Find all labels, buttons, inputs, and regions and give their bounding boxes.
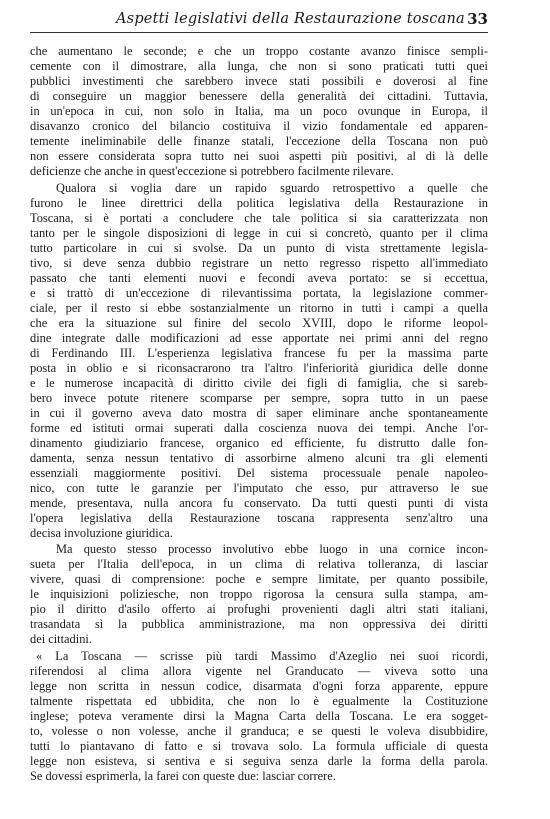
text-line: che aumentano le seconde; e che un troppo costante avanzo finisce sempli- [30, 44, 488, 58]
text-line: dine integrate dalle modificazioni ad esse apportate nei primi anni del regno [30, 330, 488, 345]
text-line: tanto per le singole disposizioni di legge in cui si concretò, quanto per il clima [30, 225, 488, 240]
text-line: to, volesse o non volesse, anche il granduca; e se questi le voleva disubbidire, [30, 723, 488, 738]
page-header [30, 8, 488, 30]
text-line: nico, con tutte le garanzie per l'imputato che esso, pur attraverso le sue [30, 480, 488, 495]
text-line: essenziali maggiormente positivi. Del sistema processuale penale napoleo- [30, 465, 488, 480]
page-number: 33 [467, 10, 488, 28]
text-line: mende, presentava, nulla ancora fu conservato. Da tutti questi punti di vista [30, 495, 488, 510]
text-line: l'opera legislativa della Restaurazione toscana rappresenta senz'altro una [30, 510, 488, 525]
text-line: Qualora si voglia dare un rapido sguardo retrospettivo a quelle che [56, 180, 488, 195]
text-line: furono le linee direttrici della politica legislativa della Restaurazione in [30, 195, 488, 210]
text-line: forme ed istituti ormai superati dalla coscienza nuova dei tempi. Anche l'or- [30, 420, 488, 435]
text-line: disavanzo cronico del bilancio costituiva il vizio fondamentale ed apparen- [30, 119, 488, 133]
text-line: temente ineliminabile delle finanze statali, l'eccezione della Toscana non può [30, 134, 488, 148]
text-line: Toscana, si è portati a concludere che tale politica si sia caratterizzata non [30, 210, 488, 225]
running-title: Aspetti legislativi della Restaurazione toscana [116, 11, 465, 27]
text-line: Ma questo stesso processo involutivo ebbe luogo in una cornice incon- [56, 542, 488, 556]
text-line: riferendosi al clima allora vigente nel Granducato — viveva sotto una [30, 663, 488, 678]
text-line: e le numerose incapacità di diritto civile dei figli di famiglia, che si sareb- [30, 375, 488, 390]
text-line: legge non esisteva, si sentiva e si seguiva senza darle la forma della parola. [30, 753, 488, 768]
text-line: sueta per l'Italia dell'epoca, in un clima di relativa tolleranza, di lasciar [30, 557, 488, 571]
text-line: « La Toscana — scrisse più tardi Massimo d'Azeglio nei suoi ricordi, [36, 648, 488, 663]
text-line: di conseguire un maggior benessere della generalità dei cittadini. Tuttavia, [30, 89, 488, 103]
body-text [30, 44, 488, 785]
text-line: dinamento giudiziario francese, organico ed efficiente, fu distrutto dalle fon- [30, 435, 488, 450]
text-line: tivo, si deve senza dubbio registrare un netto regresso rispetto all'immediato [30, 255, 488, 270]
text-line: pubblici investimenti che sarebbero invece stati possibili e doverosi al fine [30, 74, 488, 88]
text-line: dei cittadini. [30, 632, 92, 646]
text-line: e si trattò di un'eccezione di rilevantissima portata, la legislazione commer- [30, 285, 488, 300]
text-line: tutti lo piantavano di fatto e si trovava solo. La formula ufficiale di questa [30, 738, 488, 753]
text-line: Se dovessi esprimerla, la farei con queste due: lasciar correre. [30, 768, 336, 783]
text-line: talmente rispettata ed ubbidita, che non lo è egualmente la Costituzione [30, 693, 488, 708]
text-line: le inquisizioni poliziesche, non troppo rigorosa la censura sulla stampa, am- [30, 587, 488, 601]
text-line: che era la situazione sul finire del secolo XVIII, dopo le riforme leopol- [30, 315, 488, 330]
text-line: posta in oblio e si riconsacrarono tra l'altro l'inferiorità giuridica delle donne [30, 360, 488, 375]
header-rule [30, 32, 488, 33]
text-line: tutto particolare in cui si svolse. Da un punto di vista strettamente legisla- [30, 240, 488, 255]
paragraph [30, 181, 488, 541]
paragraph [30, 542, 488, 647]
text-line: cemente con il dimostrare, alla lunga, che non si sono praticati tutti quei [30, 59, 488, 73]
text-line: di Ferdinando III. L'esperienza legislativa francese fu per la massima parte [30, 345, 488, 360]
text-line: inglese; poteva veramente dirsi la Magna Carta della Toscana. Le era sogget- [30, 708, 488, 723]
text-line: trasandata sì la pubblica amministrazione, ma non oppressiva dei diritti [30, 617, 488, 631]
text-line: in un'epoca in cui, non solo in Italia, ma un poco ovunque in Europa, il [30, 104, 488, 118]
text-line: in cui il governo aveva dato mostra di saper eliminare anche spontaneamente [30, 405, 488, 420]
text-line: decisa involuzione giuridica. [30, 525, 173, 540]
paragraph [30, 44, 488, 179]
text-line: deficienze che anche in quest'eccezione si potrebbero facilmente rilevare. [30, 164, 394, 178]
text-line: damenta, senza nessun tentativo di assorbirne almeno alcuni tra gli elementi [30, 450, 488, 465]
text-line: vivere, quasi di comprensione: poche e sempre limitate, per quanto possibile, [30, 572, 488, 586]
paragraph [30, 649, 488, 784]
text-line: passato che tanti elementi nuovi e fecondi aveva portato: se si eccettua, [30, 270, 488, 285]
text-line: ciale, per il resto si ebbe sostanzialmente un ritorno in tutti i campi a quella [30, 300, 488, 315]
text-line: non essere considerata sopra tutto nei suoi aspetti più positivi, al di là delle [30, 149, 488, 163]
text-line: legge non scritta in nessun codice, disarmata d'ogni forza apparente, eppure [30, 678, 488, 693]
text-line: pio il diritto d'asilo offerto ai profughi provenienti dagli altri stati italiani, [30, 602, 488, 616]
text-line: bero invece potute ritenere scomparse per sempre, sopra tutto in un paese [30, 390, 488, 405]
